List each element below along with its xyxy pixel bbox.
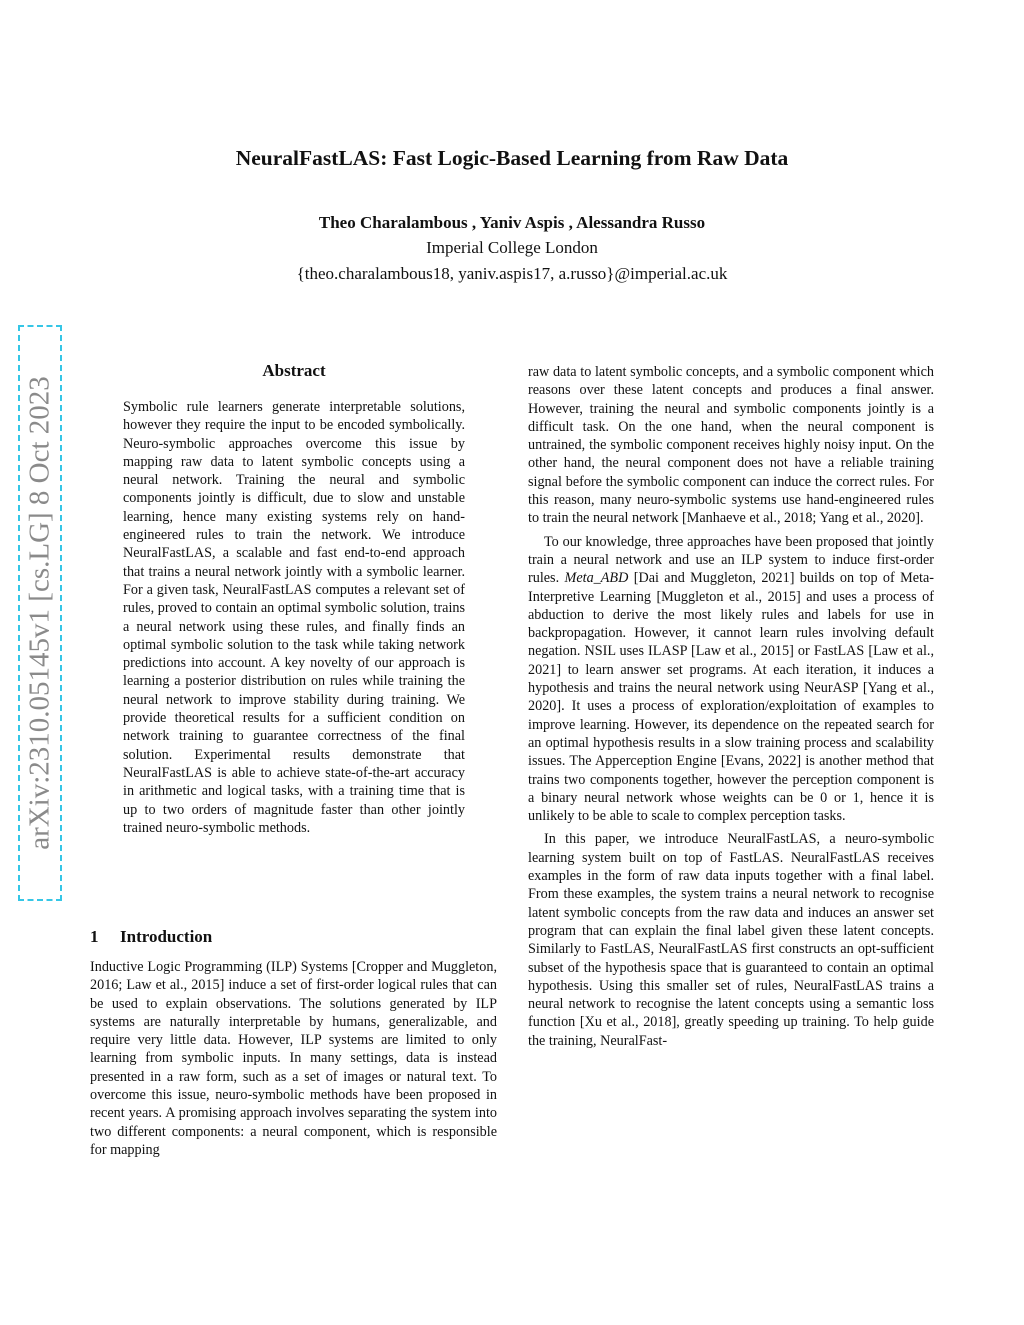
- intro-paragraph-2-end: [Dai and Muggleton, 2021] builds on top of Meta-Interpretive Learning [Muggleton et al., 2015] and uses a process of abduction to derive the most likely rules and labels for use in backpropagation. However, it cannot learn rules involving default negation. NSIL uses ILASP [Law et al., 2015] or FastLAS [Law et al., 2021] to learn answer set programs. At each iteration, it induces a hypothesis and trains the neural network using NeurASP [Yang et al., 2020]. It uses a process of exploration/exploitation of examples to improve learning. However, its dependence on the repeated search for an optimal hypothesis results in a slow training process and scalability issues. The Apperception Engine [Evans, 2022] is another method that trains two components together, however the perception component is a binary neural network whose weights can be 0 or 1, hence it is unlikely to be able to scale to complex perception tasks.: [528, 570, 934, 825]
- affiliation: Imperial College London: [426, 238, 598, 257]
- intro-paragraph-1-continued: raw data to latent symbolic concepts, and a symbolic component which reasons over these latent concepts and produces a final answer. However, training the neural and symbolic components jointly is a difficult task. On the one hand, when the neural component is untrained, the symbolic component receives highly noisy input. On the other hand, the neural component does not have a reliable training signal before the symbolic component can induce the correct rules. For this reason, many neuro-symbolic systems use hand-engineered rules to train the neural network [Manhaeve et al., 2018; Yang et al., 2020].: [528, 364, 934, 527]
- abstract-text: Symbolic rule learners generate interpretable solutions, however they require the input to be encoded symbolically. Neuro-symbolic approaches overcome this issue by mapping raw data to latent symbolic concepts using a neural network. Training the neural and symbolic components jointly is difficult, due to slow and unstable learning, hence many existing systems rely on hand-engineered rules to train the network. We introduce NeuralFastLAS, a scalable and fast end-to-end approach that trains a neural network jointly with a symbolic learner. For a given task, NeuralFastLAS computes a relevant set of rules, proved to contain an optimal symbolic solution, trains a neural network using these rules, and finally finds an optimal symbolic solution to the task while taking network predictions into account. A key novelty of our approach is learning a posterior distribution on rules while training the neural network to improve stability during training. We provide theoretical results for a sufficient condition on network training to guarantee correctness of the final solution. Experimental results demonstrate that NeuralFastLAS is able to achieve state-of-the-art accuracy in arithmetic and logical tasks, with a training time that is up to two orders of magnitude faster than other jointly trained neuro-symbolic methods.: [123, 399, 465, 836]
- intro-paragraph-2-start: To our knowledge, three approaches have been proposed that jointly train a neural network and use an ILP system to induce first-order rules.: [528, 533, 934, 587]
- author-emails: {theo.charalambous18, yaniv.aspis17, a.russo}@imperial.ac.uk: [296, 264, 728, 283]
- arxiv-stamp-text: arXiv:2310.05145v1 [cs.LG] 8 Oct 2023: [23, 376, 56, 850]
- abstract-heading: Abstract: [262, 361, 326, 380]
- right-column: [528, 363, 934, 1055]
- intro-paragraph-1: Inductive Logic Programming (ILP) Systems [Cropper and Muggleton, 2016; Law et al., 2015] induce a set of first-order logical rules that can be used to explain observations. The solutions generated by ILP systems are naturally interpretable by humans, generalizable, and require very little data. However, ILP systems are limited to only learning from symbolic inputs. In many settings, data is instead presented in a raw form, such as a set of images or natural text. To overcome this issue, neuro-symbolic methods have been proposed in recent years. A promising approach involves separating the system into two different components: a neural component, which is responsible for mapping: [90, 959, 497, 1158]
- section-heading-introduction: [90, 927, 500, 947]
- author-list: Theo Charalambous , Yaniv Aspis , Alessandra Russo: [318, 213, 706, 232]
- section-number: 1: [90, 927, 99, 946]
- paper-title: NeuralFastLAS: Fast Logic-Based Learning from Raw Data: [235, 146, 789, 170]
- intro-paragraph-2: [528, 533, 934, 826]
- arxiv-stamp: [18, 325, 62, 901]
- meta-abd-symbol: Meta_ABD: [564, 570, 629, 587]
- intro-paragraph-3: In this paper, we introduce NeuralFastLAS, a neuro-symbolic learning system built on top of FastLAS. NeuralFastLAS receives examples in the form of raw data inputs together with a final label. From these examples, the system trains a neural network to recognise latent symbolic concepts from the raw data and induces an answer set program that can explain the final label given these latent concepts. Similarly to FastLAS, NeuralFastLAS first constructs an opt-sufficient subset of the hypothesis space that is guaranteed to contain an optimal hypothesis. Using this smaller set of rules, NeuralFastLAS trains a neural network to recognise the latent concepts using a semantic loss function [Xu et al., 2018], greatly speeding up training. To help guide the training, NeuralFast-: [528, 831, 934, 1049]
- section-title: Introduction: [120, 927, 213, 946]
